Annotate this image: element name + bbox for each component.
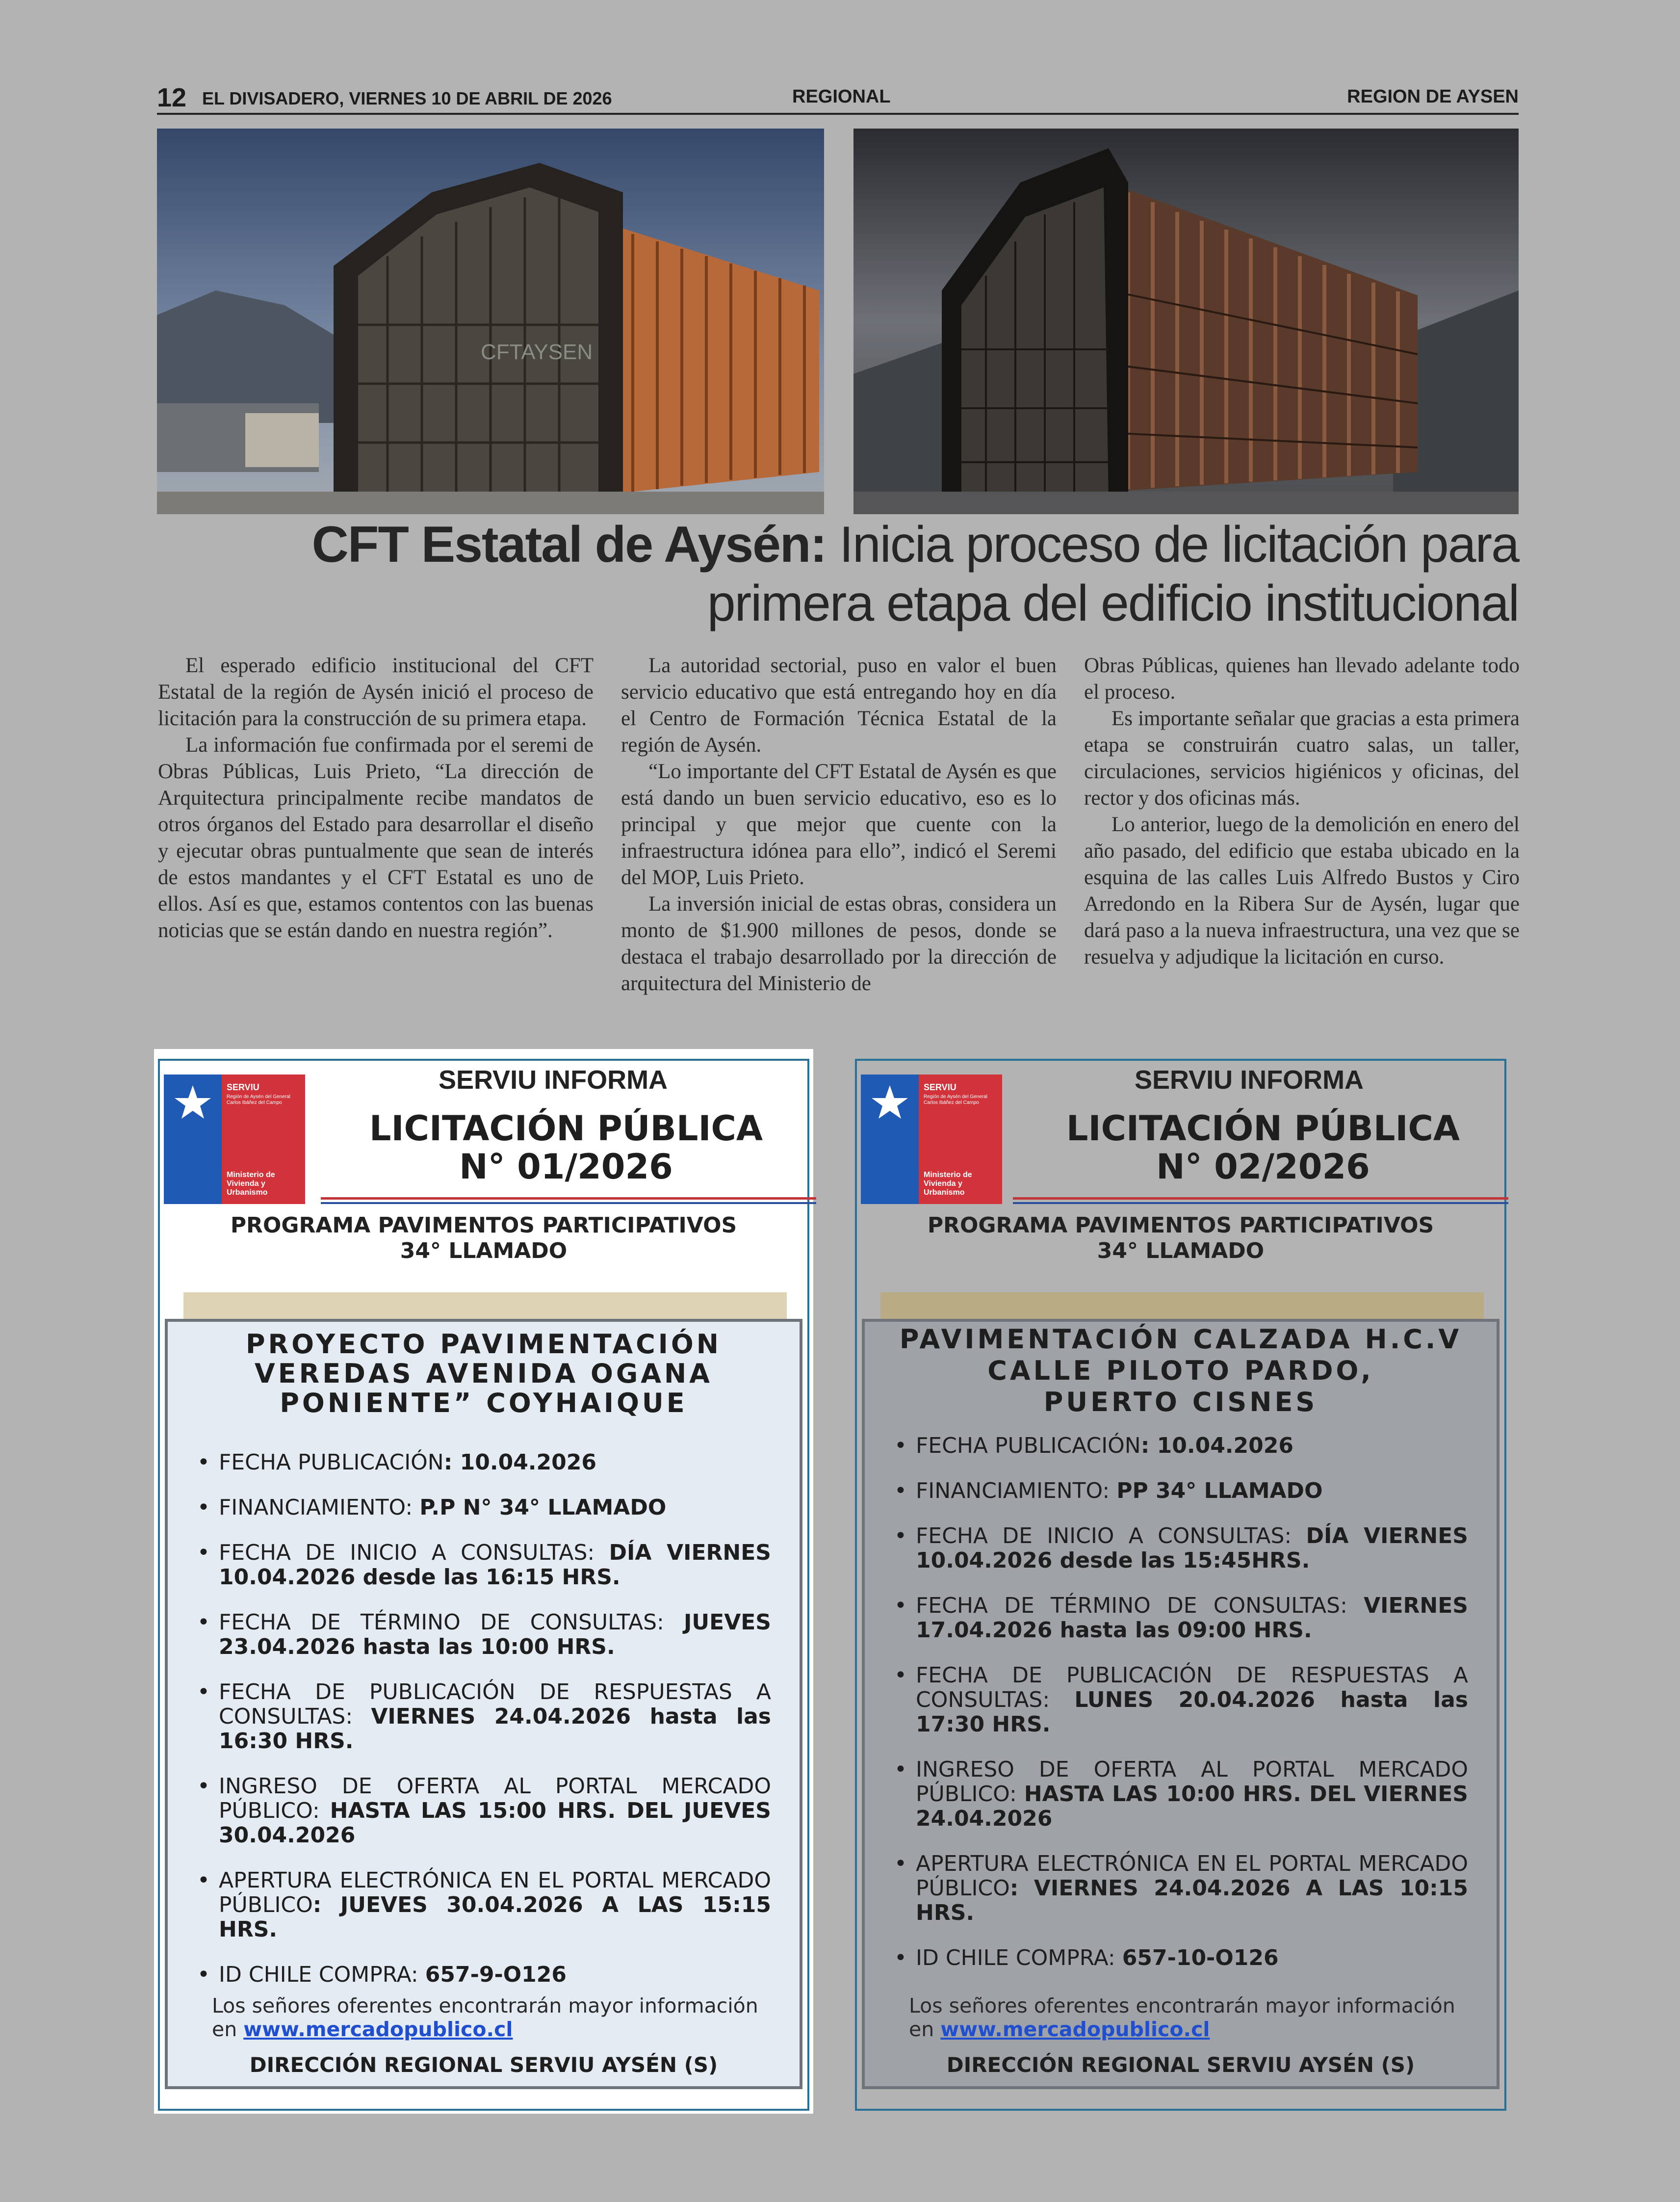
chile-coat-of-arms-icon xyxy=(171,1082,215,1122)
ad-note: Los señores oferentes encontrarán mayor información en www.mercadopublico.cl xyxy=(909,1994,1455,2041)
ad-informa-title: SERVIU INFORMA xyxy=(439,1065,668,1095)
list-item: • ID CHILE COMPRA: 657-9-O126 xyxy=(197,1963,771,1987)
divider-blue xyxy=(1013,1202,1508,1204)
list-item: • FECHA DE INICIO A CONSULTAS: DÍA VIERNES 10.04.2026 desde las 16:15 HRS. xyxy=(197,1541,771,1590)
ad-program: PROGRAMA PAVIMENTOS PARTICIPATIVOS xyxy=(230,1213,737,1238)
divider-blue xyxy=(321,1202,816,1204)
list-item: • FECHA PUBLICACIÓN: 10.04.2026 xyxy=(894,1434,1468,1458)
list-item: • APERTURA ELECTRÓNICA EN EL PORTAL MERCADO PÚBLICO: VIERNES 24.04.2026 A LAS 10:15 HRS. xyxy=(894,1852,1468,1925)
section-name: REGIONAL xyxy=(792,86,891,107)
ad-details-panel xyxy=(862,1319,1499,2089)
ad-details-list xyxy=(894,1434,1468,1991)
project-title-line1: PAVIMENTACIÓN CALZADA H.C.V xyxy=(899,1324,1462,1355)
article-paragraph: La autoridad sectorial, puso en valor el buen servicio educativo que está entregando hoy en día el Centro de Formación Técnica Estatal de la región de Aysén. xyxy=(621,654,1057,757)
list-item: • FECHA PUBLICACIÓN: 10.04.2026 xyxy=(197,1450,771,1475)
serviu-ad-licitacion-02 xyxy=(851,1049,1510,2114)
project-title-line2: CALLE PILOTO PARDO, xyxy=(987,1355,1374,1386)
list-item: • ID CHILE COMPRA: 657-10-O126 xyxy=(894,1946,1468,1970)
ad-footer: DIRECCIÓN REGIONAL SERVIU AYSÉN (S) xyxy=(249,2053,718,2077)
ad-licitacion-number: N° 01/2026 xyxy=(459,1147,673,1187)
page-number: 12 xyxy=(157,83,187,112)
building-render-photo-1 xyxy=(157,129,824,514)
article-column-3 xyxy=(1084,653,1520,970)
headline-bold: CFT Estatal de Aysén: xyxy=(311,516,827,573)
article-headline xyxy=(157,515,1519,633)
ad-licitacion-number: N° 02/2026 xyxy=(1156,1147,1370,1187)
divider-red xyxy=(1013,1197,1508,1200)
ad-licitacion-title: LICITACIÓN PÚBLICA xyxy=(1066,1108,1460,1149)
serviu-logo: SERVIU Región de Aysén del General Carlos Ibáñez del Campo Ministerio de Vivienda y Urbanismo xyxy=(164,1075,305,1204)
list-item: • INGRESO DE OFERTA AL PORTAL MERCADO PÚBLICO: HASTA LAS 10:00 HRS. DEL VIERNES 24.04.2026 xyxy=(894,1757,1468,1831)
article-column-1 xyxy=(158,653,594,944)
project-title-line2: VEREDAS AVENIDA OGANA xyxy=(255,1358,713,1389)
article-paragraph: Obras Públicas, quienes han llevado adelante todo el proceso. xyxy=(1084,654,1520,704)
building-sign: CFTAYSEN xyxy=(481,340,593,364)
serviu-ad-licitacion-01 xyxy=(154,1049,813,2114)
chile-coat-of-arms-icon xyxy=(868,1082,912,1122)
list-item: • FECHA DE TÉRMINO DE CONSULTAS: JUEVES 23.04.2026 hasta las 10:00 HRS. xyxy=(197,1610,771,1659)
project-title-line3: PONIENTE” COYHAIQUE xyxy=(280,1388,688,1418)
article-column-2 xyxy=(621,653,1057,997)
article-paragraph: Lo anterior, luego de la demolición en enero del año pasado, del edificio que estaba ubicado en la esquina de las calles Luis Alfredo Bustos y Ciro Arredondo en la Ribera Sur de Aysén, lugar que dará paso a la nueva infraestructura, una vez que se resuelva y adjudique la licitación en curso. xyxy=(1084,813,1520,969)
project-title-line1: PROYECTO PAVIMENTACIÓN xyxy=(245,1329,722,1360)
headline-line2: primera etapa del edificio institucional xyxy=(707,575,1519,632)
list-item: • FINANCIAMIENTO: PP 34° LLAMADO xyxy=(894,1479,1468,1503)
ad-details-panel xyxy=(165,1319,802,2089)
mercadopublico-link[interactable]: www.mercadopublico.cl xyxy=(243,2018,513,2041)
divider-red xyxy=(321,1197,816,1200)
ad-program: PROGRAMA PAVIMENTOS PARTICIPATIVOS xyxy=(927,1213,1434,1238)
mercadopublico-link[interactable]: www.mercadopublico.cl xyxy=(940,2018,1210,2041)
headline-line1: Inicia proceso de licitación para xyxy=(826,516,1519,573)
ad-footer: DIRECCIÓN REGIONAL SERVIU AYSÉN (S) xyxy=(946,2053,1415,2077)
ad-program-call: 34° LLAMADO xyxy=(400,1238,568,1263)
list-item: • INGRESO DE OFERTA AL PORTAL MERCADO PÚBLICO: HASTA LAS 15:00 HRS. DEL JUEVES 30.04.2026 xyxy=(197,1774,771,1848)
list-item: • FECHA DE PUBLICACIÓN DE RESPUESTAS A CONSULTAS: VIERNES 24.04.2026 hasta las 16:30 HRS. xyxy=(197,1680,771,1754)
article-paragraph: Es importante señalar que gracias a esta primera etapa se construirán cuatro salas, un taller, circulaciones, servicios higiénicos y oficinas, del rector y dos oficinas más. xyxy=(1084,707,1520,810)
ad-licitacion-title: LICITACIÓN PÚBLICA xyxy=(369,1108,763,1149)
article-paragraph: “Lo importante del CFT Estatal de Aysén es que está dando un buen servicio educativo, eso es lo principal y que mejor que cuente con la infraestructura idónea para ello”, indicó el Seremi del MOP, Luis Prieto. xyxy=(621,760,1057,889)
newspaper-dateline: EL DIVISADERO, VIERNES 10 DE ABRIL DE 2026 xyxy=(202,88,612,108)
serviu-logo: SERVIU Región de Aysén del General Carlos Ibáñez del Campo Ministerio de Vivienda y Urbanismo xyxy=(861,1075,1002,1204)
article-paragraph: La inversión inicial de estas obras, considera un monto de $1.900 millones de pesos, donde se destaca el trabajo desarrollado por la dirección de arquitectura del Ministerio de xyxy=(621,892,1057,995)
list-item: • APERTURA ELECTRÓNICA EN EL PORTAL MERCADO PÚBLICO: JUEVES 30.04.2026 A LAS 15:15 HRS. xyxy=(197,1868,771,1942)
page-header xyxy=(157,82,1519,115)
list-item: • FECHA DE TÉRMINO DE CONSULTAS: VIERNES 17.04.2026 hasta las 09:00 HRS. xyxy=(894,1594,1468,1643)
project-title-line3: PUERTO CISNES xyxy=(1043,1387,1318,1417)
list-item: • FINANCIAMIENTO: P.P N° 34° LLAMADO xyxy=(197,1495,771,1520)
ad-note: Los señores oferentes encontrarán mayor información en www.mercadopublico.cl xyxy=(212,1994,758,2041)
ad-informa-title: SERVIU INFORMA xyxy=(1135,1065,1364,1095)
building-render-photo-2 xyxy=(853,129,1519,514)
list-item: • FECHA DE INICIO A CONSULTAS: DÍA VIERNES 10.04.2026 desde las 15:45HRS. xyxy=(894,1524,1468,1573)
list-item: • FECHA DE PUBLICACIÓN DE RESPUESTAS A CONSULTAS: LUNES 20.04.2026 hasta las 17:30 HRS. xyxy=(894,1663,1468,1737)
ad-details-list xyxy=(197,1450,771,2008)
ad-program-call: 34° LLAMADO xyxy=(1097,1238,1265,1263)
region-name: REGION DE AYSEN xyxy=(1347,86,1519,107)
article-paragraph: El esperado edificio institucional del CFT Estatal de la región de Aysén inició el proceso de licitación para la construcción de su primera etapa. xyxy=(158,654,594,730)
article-paragraph: La información fue confirmada por el seremi de Obras Públicas, Luis Prieto, “La dirección de Arquitectura principalmente recibe mandatos de otros órganos del Estado para desarrollar el diseño y ejecutar obras puntualmente que sean de interés de estos mandantes y el CFT Estatal es uno de ellos. Así es que, estamos contentos con las buenas noticias que se están dando en nuestra región”. xyxy=(158,734,594,942)
